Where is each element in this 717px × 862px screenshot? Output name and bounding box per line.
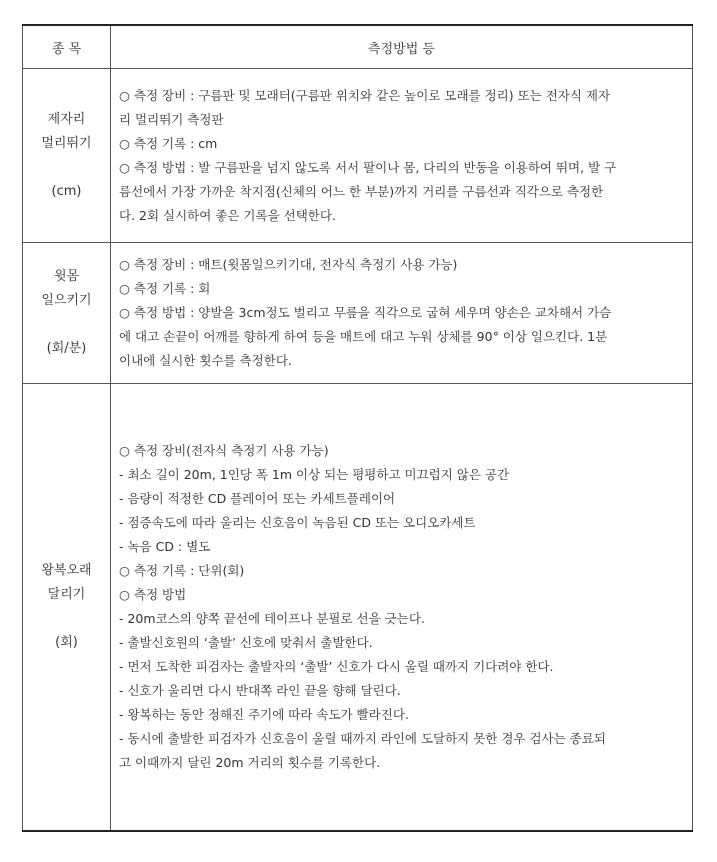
event-name-line: 멀리뛰기	[41, 135, 92, 151]
table-row-shuttle-run	[23, 384, 693, 832]
event-name-line: 일으키기	[41, 293, 92, 308]
event-unit: (cm)	[51, 183, 82, 199]
method-line: ○ 측정 방법	[119, 587, 187, 602]
event-name-line: 달리기	[47, 587, 86, 602]
event-name-line: 제자리	[47, 111, 86, 127]
method-line: 고 이때까지 달린 20m 거리의 횟수를 기록한다.	[119, 755, 381, 770]
method-line: - 먼저 도착한 피검자는 출발자의 ‘출발’ 신호가 다시 울릴 때까지 기다려야 한다.	[119, 659, 554, 674]
method-line: ○ 측정 기록 : 단위(회)	[119, 563, 245, 578]
method-line: ○ 측정 방법 : 양발을 3cm정도 벌리고 무릎을 직각으로 굽혀 세우며 양손은 교차해서 가슴	[119, 305, 612, 320]
event-unit: (회/분)	[46, 341, 87, 356]
method-cell	[111, 384, 693, 832]
method-line: ○ 측정 장비 : 매트(윗몸일으키기대, 전자식 측정기 사용 가능)	[119, 257, 458, 272]
method-line: - 왕복하는 동안 정해진 주기에 따라 속도가 빨라진다.	[119, 707, 409, 722]
method-line: - 점증속도에 따라 울리는 신호음이 녹음된 CD 또는 오디오카세트	[119, 515, 476, 530]
method-line: ○ 측정 방법 : 발 구름판을 넘지 않도록 서서 팔이나 몸, 다리의 반동을 이용하여 뛰며, 발 구	[119, 159, 617, 175]
method-line: - 음량이 적정한 CD 플레이어 또는 카세트플레이어	[119, 491, 396, 506]
method-line: - 동시에 출발한 피검자가 신호음이 울릴 때까지 라인에 도달하지 못한 경우 검사는 종료되	[119, 731, 606, 746]
method-line: - 20m코스의 양쪽 끝선에 테이프나 분필로 선을 긋는다.	[119, 611, 425, 626]
method-line: 다. 2회 실시하여 좋은 기록을 선택한다.	[119, 207, 336, 223]
table-row-standing-long-jump	[23, 69, 693, 243]
event-name-cell	[23, 384, 111, 832]
method-line: - 녹음 CD : 별도	[119, 539, 211, 554]
method-line: 에 대고 손끝이 어깨를 향하게 하여 등을 매트에 대고 누워 상체를 90° 이상 일으킨다. 1분	[119, 329, 608, 344]
method-line: - 신호가 울리면 다시 반대쪽 라인 끝을 향해 달린다.	[119, 683, 401, 698]
event-name-cell	[23, 69, 111, 243]
method-line: ○ 측정 기록 : cm	[119, 135, 218, 151]
event-name-cell	[23, 243, 111, 384]
method-line: ○ 측정 장비 : 구름판 및 모래터(구름판 위치와 같은 높이로 모래를 정리) 또는 전자식 제자	[119, 87, 611, 103]
method-line: 리 멀리뛰기 측정판	[119, 111, 224, 127]
method-line: 름선에서 가장 가까운 착지점(신체의 어느 한 부분)까지 거리를 구름선과 직각으로 측정한	[119, 183, 604, 199]
table-header-row	[23, 25, 693, 69]
method-line: 이내에 실시한 횟수를 측정한다.	[119, 353, 292, 368]
method-line: - 최소 길이 20m, 1인당 폭 1m 이상 되는 평평하고 미끄럽지 않은 공간	[119, 467, 510, 482]
event-unit: (회)	[55, 635, 78, 650]
method-line: - 출발신호원의 ‘출발’ 신호에 맞춰서 출발한다.	[119, 635, 373, 650]
header-event: 종 목	[23, 25, 111, 69]
header-method: 측정방법 등	[111, 25, 693, 69]
table-row-sit-ups	[23, 243, 693, 384]
method-line: ○ 측정 장비(전자식 측정기 사용 가능)	[119, 443, 329, 458]
event-name-line: 윗몸	[53, 269, 80, 284]
method-line: ○ 측정 기록 : 회	[119, 281, 211, 296]
measurement-table	[22, 24, 693, 832]
method-cell	[111, 243, 693, 384]
method-cell	[111, 69, 693, 243]
event-name-line: 왕복오래	[41, 563, 92, 578]
